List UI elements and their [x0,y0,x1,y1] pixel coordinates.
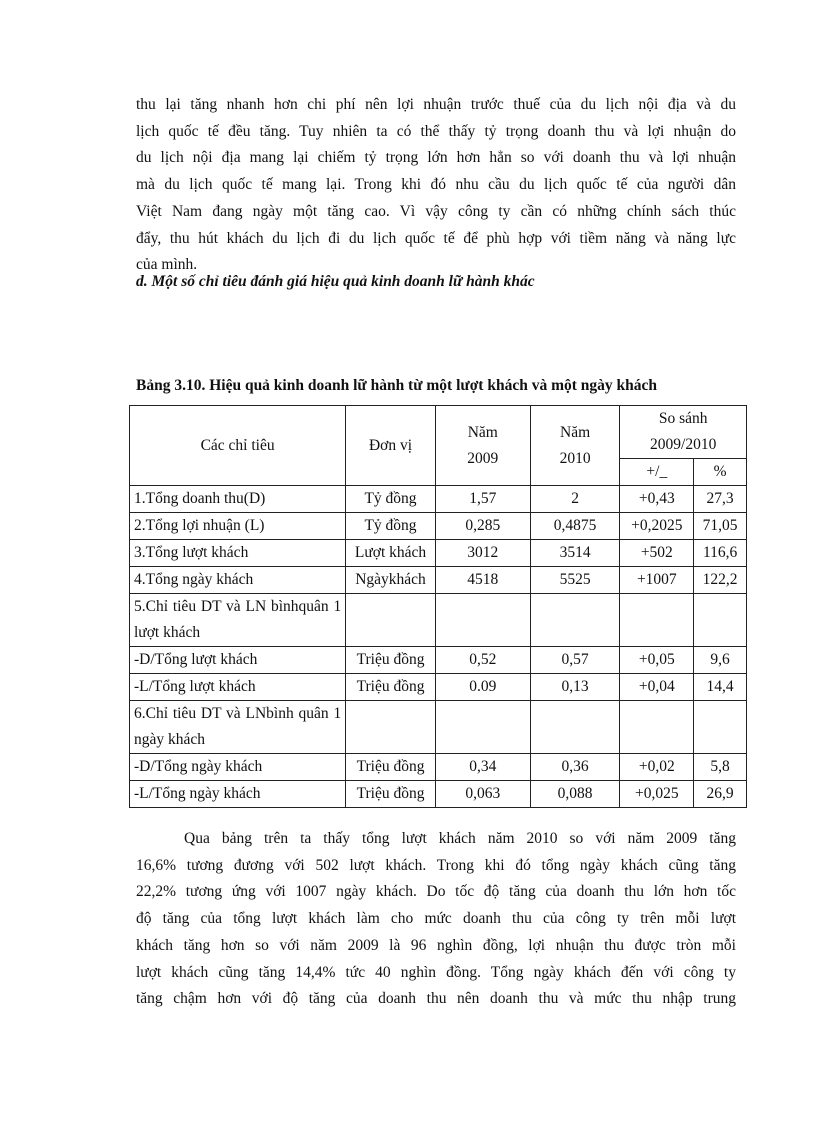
cell-unit: Triệu đồng [346,754,436,781]
cell-indicator: 6.Chỉ tiêu DT và LNbình quân 1 ngày khách [130,701,346,754]
cell-2009 [435,701,530,754]
cell-2009: 0,285 [435,513,530,540]
cell-pct: 9,6 [694,647,747,674]
cell-indicator: 3.Tổng lượt khách [130,540,346,567]
cell-2009 [435,594,530,647]
cell-pct: 27,3 [694,486,747,513]
table-row [130,486,747,513]
cell-diff: +0,43 [620,486,694,513]
text-line: độ tăng của tổng lượt khách làm cho mức doanh thu của công ty trên mỗi lượt [136,910,736,928]
header-pct: % [694,459,747,486]
cell-2009: 4518 [435,567,530,594]
text-line: 22,2% tương ứng với 1007 ngày khách. Do tốc độ tăng của doanh thu lớn hơn tốc [136,883,736,901]
text-line: lịch quốc tế đều tăng. Tuy nhiên ta có thể thấy tỷ trọng doanh thu và lợi nhuận do [136,122,736,140]
cell-unit: Lượt khách [346,540,436,567]
cell-unit: Tỷ đồng [346,513,436,540]
cell-indicator: -D/Tổng lượt khách [130,647,346,674]
table-row [130,567,747,594]
text-line: của mình. [136,256,198,274]
text-line: đẩy, thu hút khách du lịch đi du lịch quốc tế để phù hợp với tiềm năng và năng lực [136,229,736,247]
table-row [130,754,747,781]
cell-pct: 5,8 [694,754,747,781]
cell-2010: 0,36 [530,754,620,781]
cell-unit: Tỷ đồng [346,486,436,513]
cell-pct: 116,6 [694,540,747,567]
cell-2010: 0,088 [530,781,620,808]
table-caption: Bảng 3.10. Hiệu quả kinh doanh lữ hành từ một lượt khách và một ngày khách [136,377,657,394]
cell-2009: 0,52 [435,647,530,674]
section-heading: d. Một số chỉ tiêu đánh giá hiệu quả kinh doanh lữ hành khác [136,273,535,290]
data-table [129,405,747,808]
table-row [130,540,747,567]
cell-2010 [530,594,620,647]
cell-pct: 14,4 [694,674,747,701]
cell-unit [346,594,436,647]
header-compare-period: 2009/2010 [650,436,717,453]
table-row [130,513,747,540]
cell-unit: Triệu đồng [346,647,436,674]
cell-indicator: -L/Tổng lượt khách [130,674,346,701]
text-line: mà du lịch quốc tế mang lại. Trong khi đó nhu cầu du lịch quốc tế của người dân [136,176,736,194]
cell-2010: 0,13 [530,674,620,701]
cell-indicator: 2.Tổng lợi nhuận (L) [130,513,346,540]
header-diff: +/_ [620,459,694,486]
cell-2009: 0,34 [435,754,530,781]
cell-2010: 0,57 [530,647,620,674]
paragraph-bottom [136,826,736,1013]
cell-2010: 5525 [530,567,620,594]
cell-pct [694,594,747,647]
cell-diff [620,594,694,647]
cell-diff: +0,05 [620,647,694,674]
cell-unit: Ngàykhách [346,567,436,594]
cell-diff: +0,2025 [620,513,694,540]
cell-unit: Triệu đồng [346,781,436,808]
cell-2009: 0,063 [435,781,530,808]
cell-unit [346,701,436,754]
cell-indicator: -D/Tổng ngày khách [130,754,346,781]
header-compare [620,406,747,459]
table-header-row [130,406,747,459]
cell-pct: 26,9 [694,781,747,808]
text-line: du lịch nội địa mang lại chiếm tỷ trọng lớn hơn hẳn so với doanh thu và lợi nhuận [136,149,736,167]
cell-pct [694,701,747,754]
cell-unit: Triệu đồng [346,674,436,701]
text-line: thu lại tăng nhanh hơn chi phí nên lợi nhuận trước thuế của du lịch nội địa và du [136,96,736,113]
table-row [130,674,747,701]
cell-diff: +0,025 [620,781,694,808]
header-year-value: 2009 [467,449,499,467]
cell-diff: +502 [620,540,694,567]
cell-2009: 0.09 [435,674,530,701]
cell-2010: 3514 [530,540,620,567]
text-line: Qua bảng trên ta thấy tổng lượt khách năm 2010 so với năm 2009 tăng [184,830,736,847]
cell-2010: 0,4875 [530,513,620,540]
cell-indicator: -L/Tổng ngày khách [130,781,346,808]
cell-2009: 1,57 [435,486,530,513]
header-compare-label: So sánh [658,410,708,427]
cell-diff [620,701,694,754]
paragraph-top [136,92,736,279]
cell-diff: +0,02 [620,754,694,781]
text-line: lượt khách cũng tăng 14,4% tức 40 nghìn đồng. Tổng ngày khách đến với công ty [136,963,736,981]
cell-2010 [530,701,620,754]
header-unit: Đơn vị [346,406,436,486]
cell-indicator: 5.Chỉ tiêu DT và LN bìnhquân 1 lượt khách [130,594,346,647]
header-year-2010 [530,406,620,486]
table-row [130,647,747,674]
cell-indicator: 1.Tổng doanh thu(D) [130,486,346,513]
header-indicator: Các chỉ tiêu [130,406,346,486]
cell-indicator: 4.Tổng ngày khách [130,567,346,594]
text-line: khách tăng hơn so với năm 2009 là 96 nghìn đồng, lợi nhuận thu được tròn mỗi [136,936,736,954]
header-year-2009 [435,406,530,486]
table-row [130,781,747,808]
header-year-label: Năm [467,423,498,441]
header-year-label: Năm [560,423,591,441]
table-row [130,594,747,647]
text-line: 16,6% tương đương với 502 lượt khách. Trong khi đó tổng ngày khách cũng tăng [136,856,736,874]
cell-2010: 2 [530,486,620,513]
text-line: Việt Nam đang ngày một tăng cao. Vì vậy công ty cần có những chính sách thúc [136,202,736,220]
header-year-value: 2010 [559,449,591,467]
table-row [130,701,747,754]
cell-pct: 122,2 [694,567,747,594]
cell-2009: 3012 [435,540,530,567]
cell-pct: 71,05 [694,513,747,540]
cell-diff: +0,04 [620,674,694,701]
cell-diff: +1007 [620,567,694,594]
text-line: tăng chậm hơn với độ tăng của doanh thu nên doanh thu và mức thu nhập trung [136,990,736,1008]
